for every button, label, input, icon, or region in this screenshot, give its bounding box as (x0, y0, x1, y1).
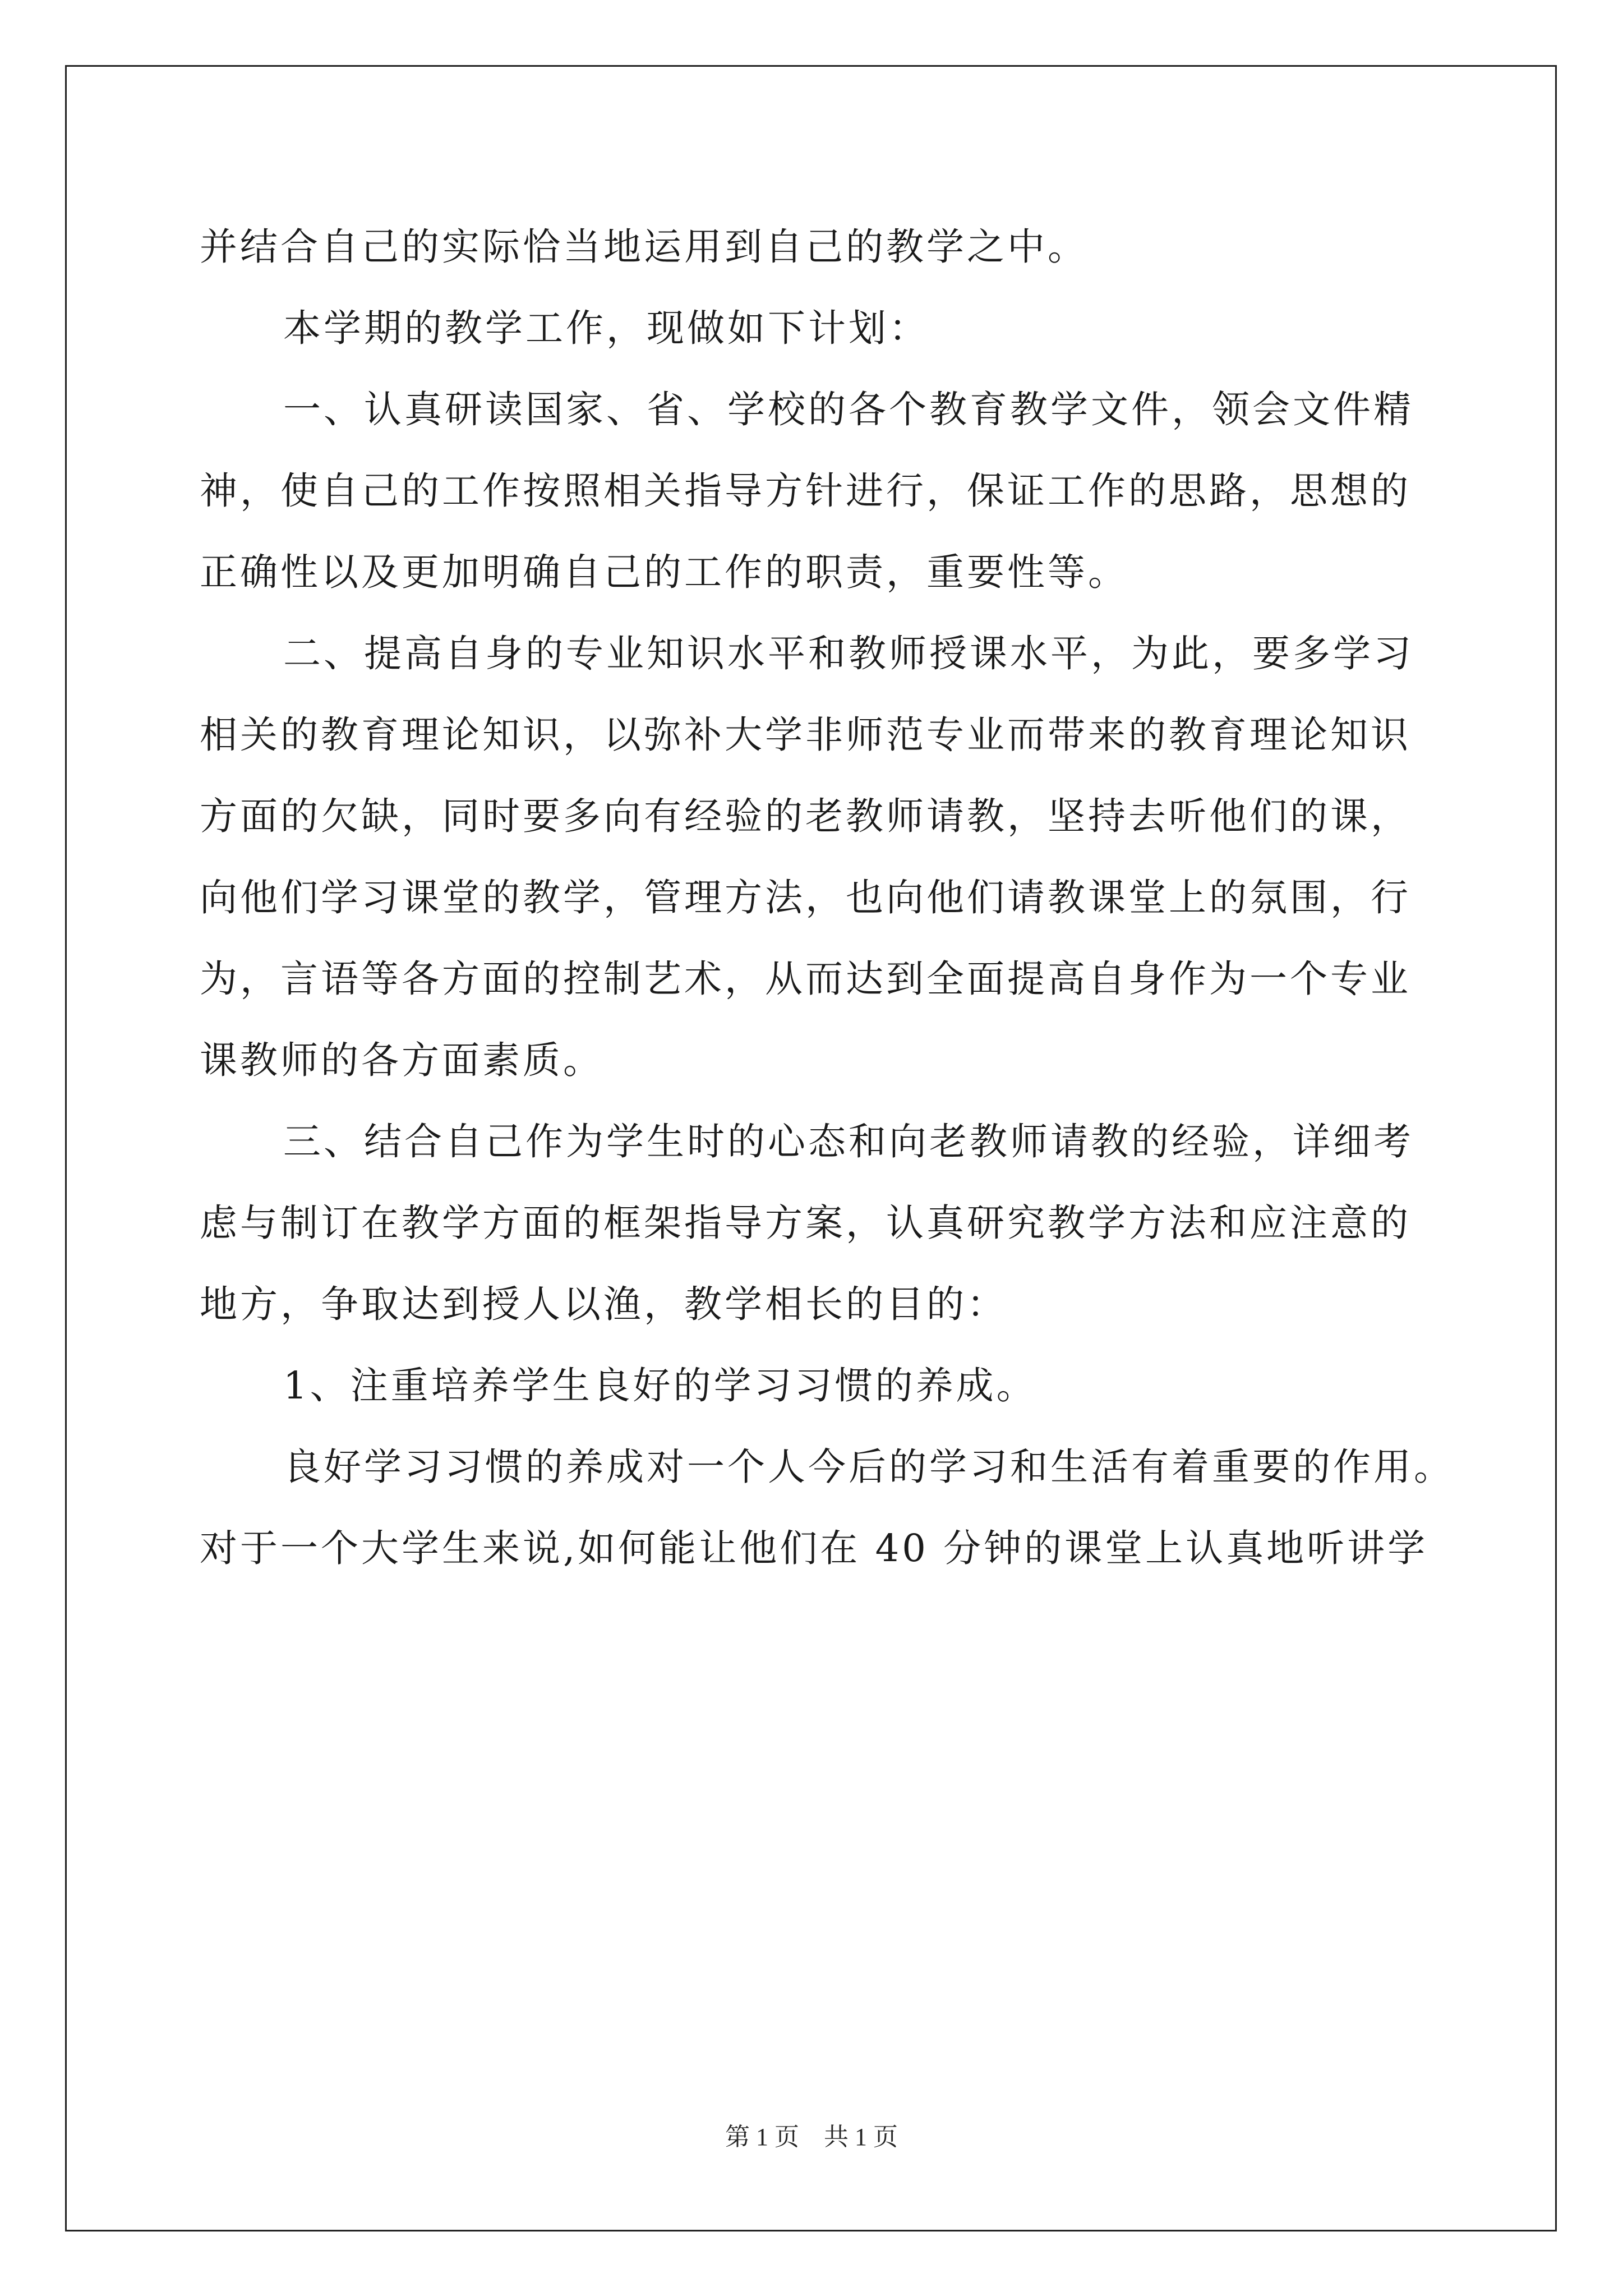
text-line: 为，言语等各方面的控制艺术，从而达到全面提高自身作为一个专业 (200, 957, 1411, 1001)
text-line: 1、注重培养学生良好的学习习惯的养成。 (283, 1364, 1037, 1407)
text-line: 方面的欠缺，同时要多向有经验的老教师请教，坚持去听他们的课， (200, 794, 1411, 838)
text-line: 对于一个大学生来说,如何能让他们在 40 分钟的课堂上认真地听讲学 (200, 1526, 1428, 1570)
text-line: 虑与制订在教学方面的框架指导方案，认真研究教学方法和应注意的 (200, 1201, 1411, 1245)
text-line: 并结合自己的实际恰当地运用到自己的教学之中。 (200, 225, 1088, 269)
text-line: 二、提高自身的专业知识水平和教师授课水平，为此，要多学习 (283, 632, 1414, 675)
text-line: 课教师的各方面素质。 (200, 1038, 603, 1082)
text-line: 良好学习习惯的养成对一个人今后的学习和生活有着重要的作用。 (283, 1445, 1454, 1489)
page-number-footer: 第 1 页 共 1 页 (725, 2123, 898, 2151)
text-line: 三、结合自己作为学生时的心态和向老教师请教的经验，详细考 (283, 1120, 1414, 1163)
text-line: 一、认真研读国家、省、学校的各个教育教学文件，领会文件精 (283, 388, 1414, 431)
text-line: 神，使自己的工作按照相关指导方针进行，保证工作的思路，思想的 (200, 469, 1411, 513)
text-line: 本学期的教学工作，现做如下计划： (283, 306, 929, 350)
text-line: 地方，争取达到授人以渔，教学相长的目的： (200, 1282, 1007, 1326)
text-line: 相关的教育理论知识，以弥补大学非师范专业而带来的教育理论知识 (200, 713, 1411, 757)
text-line: 正确性以及更加明确自己的工作的职责，重要性等。 (200, 550, 1128, 594)
text-line: 向他们学习课堂的教学，管理方法，也向他们请教课堂上的氛围，行 (200, 876, 1411, 919)
